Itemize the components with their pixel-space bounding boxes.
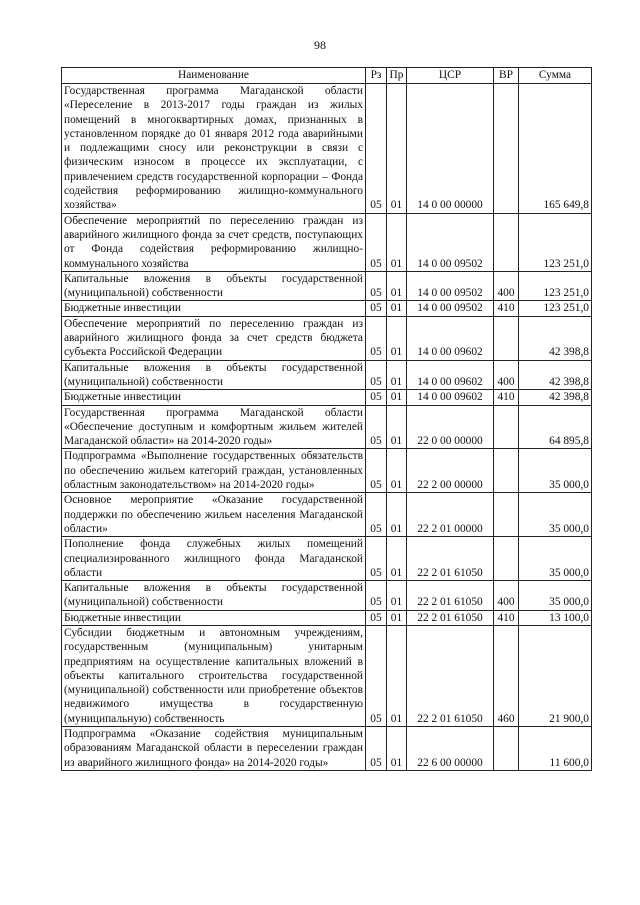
row-name: Государственная программа Магаданской области «Обеспечение доступным и комфортным жильем жителей Магаданской области» на 2014-2020 годы» [62,405,366,449]
table-row [62,493,592,537]
row-vr [494,493,519,537]
row-csr: 14 0 00 00000 [407,84,494,214]
row-sum: 123 251,0 [519,271,592,301]
budget-table [61,67,592,771]
row-pr: 01 [387,213,407,271]
row-rz: 05 [366,301,387,316]
row-name: Капитальные вложения в объекты государственной (муниципальной) собственности [62,360,366,390]
row-sum: 35 000,0 [519,581,592,611]
row-csr: 14 0 00 09602 [407,316,494,360]
row-csr: 14 0 00 09602 [407,390,494,405]
row-vr [494,405,519,449]
row-sum: 35 000,0 [519,449,592,493]
row-rz: 05 [366,316,387,360]
row-rz: 05 [366,581,387,611]
table-row [62,316,592,360]
row-name: Капитальные вложения в объекты государственной (муниципальной) собственности [62,581,366,611]
row-vr: 400 [494,581,519,611]
row-rz: 05 [366,390,387,405]
row-pr: 01 [387,493,407,537]
table-row [62,360,592,390]
row-vr [494,84,519,214]
row-csr: 14 0 00 09602 [407,360,494,390]
row-vr: 410 [494,390,519,405]
row-rz: 05 [366,449,387,493]
row-vr: 460 [494,625,519,726]
row-csr: 14 0 00 09502 [407,213,494,271]
row-pr: 01 [387,390,407,405]
row-pr: 01 [387,360,407,390]
table-header-row [62,68,592,84]
row-pr: 01 [387,727,407,771]
row-name: Подпрограмма «Оказание содействия муниципальным образованиям Магаданской области в переселении граждан из аварийного жилищного фонда» на 2014-2020 годы» [62,727,366,771]
row-csr: 22 2 01 61050 [407,537,494,581]
row-name: Обеспечение мероприятий по переселению граждан из аварийного жилищного фонда за счет средств, поступающих от Фонда содействия реформированию жилищно-коммунального хозяйства [62,213,366,271]
row-sum: 13 100,0 [519,610,592,625]
row-name: Бюджетные инвестиции [62,390,366,405]
row-pr: 01 [387,84,407,214]
row-csr: 22 2 00 00000 [407,449,494,493]
table-row [62,271,592,301]
row-pr: 01 [387,537,407,581]
row-name: Субсидии бюджетным и автономным учреждениям, государственным (муниципальным) унитарным предприятиям на осуществление капитальных вложений в объекты капитального строительства государственной (муниципальной) собственности или приобретение объектов недвижимого имущества в государственную (муниципальную) собственность [62,625,366,726]
row-pr: 01 [387,316,407,360]
header-sum: Сумма [519,68,592,84]
row-vr [494,316,519,360]
row-rz: 05 [366,84,387,214]
table-row [62,213,592,271]
table-row [62,727,592,771]
row-pr: 01 [387,271,407,301]
row-sum: 42 398,8 [519,360,592,390]
row-rz: 05 [366,537,387,581]
row-sum: 123 251,0 [519,301,592,316]
row-csr: 22 2 01 00000 [407,493,494,537]
row-vr: 400 [494,271,519,301]
row-csr: 22 6 00 00000 [407,727,494,771]
row-csr: 22 0 00 00000 [407,405,494,449]
row-sum: 42 398,8 [519,390,592,405]
row-pr: 01 [387,405,407,449]
table-row [62,405,592,449]
row-vr [494,537,519,581]
row-rz: 05 [366,405,387,449]
row-vr: 410 [494,301,519,316]
row-pr: 01 [387,449,407,493]
row-rz: 05 [366,610,387,625]
row-pr: 01 [387,610,407,625]
table-row [62,537,592,581]
header-csr: ЦСР [407,68,494,84]
row-pr: 01 [387,625,407,726]
row-vr [494,449,519,493]
table-row [62,84,592,214]
row-csr: 14 0 00 09502 [407,271,494,301]
row-csr: 22 2 01 61050 [407,625,494,726]
row-rz: 05 [366,493,387,537]
row-csr: 14 0 00 09502 [407,301,494,316]
row-name: Подпрограмма «Выполнение государственных обязательств по обеспечению жильем категорий граждан, установленных областным законодательством» на 2014-2020 годы» [62,449,366,493]
table-row [62,301,592,316]
row-csr: 22 2 01 61050 [407,581,494,611]
row-sum: 42 398,8 [519,316,592,360]
row-vr: 400 [494,360,519,390]
row-sum: 35 000,0 [519,537,592,581]
table-row [62,390,592,405]
row-name: Основное мероприятие «Оказание государственной поддержки по обеспечению жильем населения Магаданской области» [62,493,366,537]
row-rz: 05 [366,213,387,271]
row-sum: 165 649,8 [519,84,592,214]
row-rz: 05 [366,625,387,726]
table-row [62,449,592,493]
row-rz: 05 [366,360,387,390]
row-sum: 123 251,0 [519,213,592,271]
row-sum: 11 600,0 [519,727,592,771]
row-name: Капитальные вложения в объекты государственной (муниципальной) собственности [62,271,366,301]
row-name: Пополнение фонда служебных жилых помещений специализированного жилищного фонда Магаданской области [62,537,366,581]
row-sum: 21 900,0 [519,625,592,726]
row-csr: 22 2 01 61050 [407,610,494,625]
row-pr: 01 [387,301,407,316]
row-name: Государственная программа Магаданской области «Переселение в 2013-2017 годы граждан из жилых помещений в многоквартирных домах, признанных в установленном порядке до 01 января 2012 года аварийными и подлежащими сносу или реконструкции в связи с физическим износом в процессе их эксплуатации, с привлечением средств государственной корпорации – Фонда содействия реформированию жилищно-коммунального хозяйства» [62,84,366,214]
header-rz: Рз [366,68,387,84]
row-name: Бюджетные инвестиции [62,301,366,316]
row-sum: 35 000,0 [519,493,592,537]
row-pr: 01 [387,581,407,611]
row-vr [494,213,519,271]
row-rz: 05 [366,727,387,771]
table-row [62,581,592,611]
page-number: 98 [314,38,326,52]
table-row [62,625,592,726]
row-sum: 64 895,8 [519,405,592,449]
row-vr [494,727,519,771]
row-name: Обеспечение мероприятий по переселению граждан из аварийного жилищного фонда за счет средств бюджета субъекта Российской Федерации [62,316,366,360]
row-vr: 410 [494,610,519,625]
header-pr: Пр [387,68,407,84]
table-row [62,610,592,625]
header-vr: ВР [494,68,519,84]
row-name: Бюджетные инвестиции [62,610,366,625]
header-name: Наименование [62,68,366,84]
row-rz: 05 [366,271,387,301]
